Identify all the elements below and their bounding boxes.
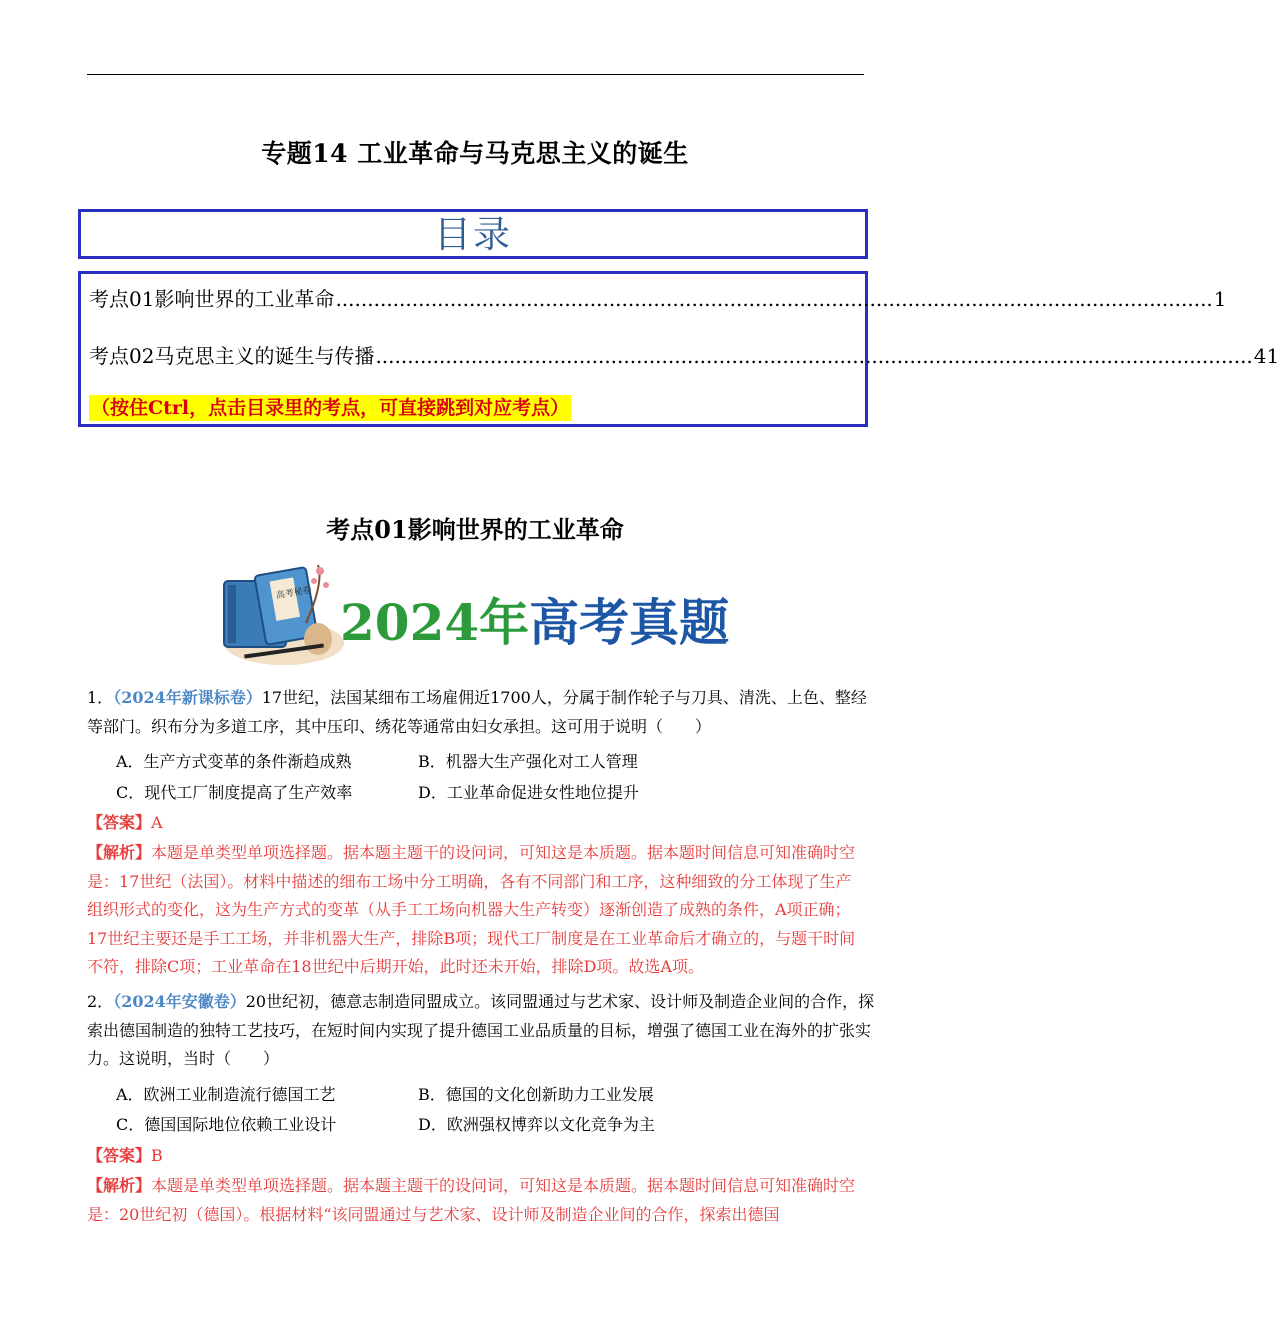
toc-leader-dots: .......................................................................................................................................... [375, 344, 1253, 368]
question-1-answer [87, 809, 867, 838]
answer-value: A [151, 813, 163, 832]
analysis-text: 本题是单类型单项选择题。据本题主题干的设问词，可知这是本质题。据本题时间信息可知准确时空是：20世纪初（德国）。根据材料“该同盟通过与艺术家、设计师及制造企业间的合作，探索出德国 [87, 1176, 856, 1224]
banner-title [340, 583, 729, 655]
question-1-option-c: C．现代工厂制度提高了生产效率 [116, 783, 353, 802]
question-source: （2024年安徽卷） [113, 992, 246, 1011]
toc-header: 目录 [434, 213, 512, 256]
book-cover-text: 高考秘卷 [275, 585, 313, 602]
analysis-label: 【解析】 [87, 1176, 152, 1195]
vase-icon [304, 623, 332, 655]
toc-box [78, 271, 1279, 427]
question-2-analysis [87, 1172, 867, 1229]
analysis-label: 【解析】 [87, 843, 152, 862]
section-title: 考点01影响世界的工业革命 [326, 515, 624, 544]
banner-year: 2024年 [340, 593, 530, 652]
toc-link-2[interactable] [89, 340, 1279, 369]
toc-page-number: 1 [1213, 287, 1227, 311]
question-1-analysis [87, 839, 867, 982]
question-2-stem [87, 988, 877, 1074]
toc-leader-dots: .......................................................................................................................................... [335, 287, 1213, 311]
answer-label: 【答案】 [87, 813, 152, 832]
question-1-stem [87, 684, 877, 741]
toc-link-label: 考点02马克思主义的诞生与传播 [89, 344, 375, 368]
question-number: 1． [87, 688, 114, 707]
answer-value: B [151, 1146, 163, 1165]
question-2-option-b: B．德国的文化创新助力工业发展 [418, 1085, 654, 1104]
banner-heading: 高考真题 [529, 593, 730, 652]
question-1-option-d: D．工业革命促进女性地位提升 [418, 783, 639, 802]
question-2-option-c: C．德国国际地位依赖工业设计 [116, 1115, 337, 1134]
question-source: （2024年新课标卷） [113, 688, 262, 707]
header-rule [87, 74, 864, 75]
toc-link-label: 考点01影响世界的工业革命 [89, 287, 335, 311]
toc-page-number: 41 [1253, 344, 1279, 368]
question-1-option-a: A．生产方式变革的条件渐趋成熟 [116, 752, 352, 771]
question-2-option-d: D．欧洲强权博弈以文化竞争为主 [418, 1115, 655, 1134]
toc-header-box [78, 209, 868, 259]
question-number: 2． [87, 992, 114, 1011]
toc-tip: （按住Ctrl，点击目录里的考点，可直接跳到对应考点） [91, 397, 570, 419]
question-text: 20世纪初，德意志制造同盟成立。该同盟通过与艺术家、设计师及制造企业间的合作，探索出德国制造的独特工艺技巧，在短时间内实现了提升德国工业品质量的目标，增强了德国工业在海外的扩张实力。这说明，当时（ ） [87, 992, 875, 1068]
answer-label: 【答案】 [87, 1146, 152, 1165]
question-1-option-b: B．机器大生产强化对工人管理 [418, 752, 638, 771]
document-title: 专题14 工业革命与马克思主义的诞生 [261, 139, 689, 168]
question-text: 17世纪，法国某细布工场雇佣近1700人，分属于制作轮子与刀具、清洗、上色、整经等部门。织布分为多道工序，其中压印、绣花等通常由妇女承担。这可用于说明（ ） [87, 688, 867, 736]
question-2-answer [87, 1142, 867, 1171]
toc-link-1[interactable] [89, 283, 1227, 312]
analysis-text: 本题是单类型单项选择题。据本题主题干的设问词，可知这是本质题。据本题时间信息可知准确时空是：17世纪（法国）。材料中描述的细布工场中分工明确，各有不同部门和工序，这种细致的分工体现了生产组织形式的变化，这为生产方式的变革（从手工工场向机器大生产转变）逐渐创造了成熟的条件，A项正确；17世纪主要还是手工工场，并非机器大生产，排除B项；现代工厂制度是在工业革命后才确立的，与题干时间不符，排除C项；工业革命在18世纪中后期开始，此时还未开始，排除D项。故选A项。 [87, 843, 856, 976]
question-2-option-a: A．欧洲工业制造流行德国工艺 [116, 1085, 336, 1104]
